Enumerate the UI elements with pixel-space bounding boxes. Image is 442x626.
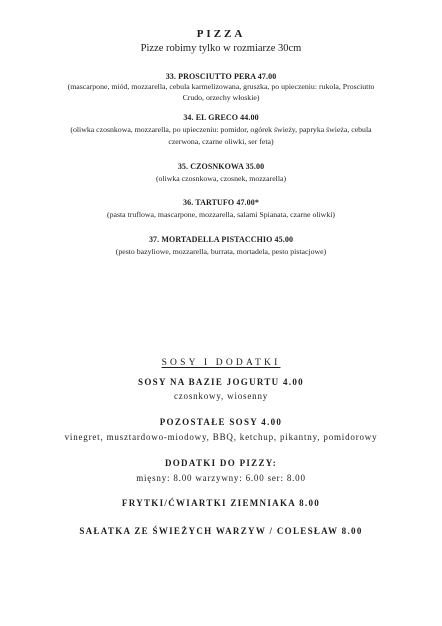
menu-item-33-desc: (mascarpone, miód, mozzarella, cebula karmelizowana, gruszka, po upieczeniu: rukola, Prosciutto <box>67 82 375 91</box>
yogurt-sauces-list: czosnkowy, wiosenny <box>173 391 269 401</box>
pizza-addons-list: mięsny: 8.00 warzywny: 6.00 ser: 8.00 <box>136 473 306 483</box>
menu-item-33-name: 33. PROSCIUTTO PERA 47.00 <box>165 72 277 81</box>
other-sauces-heading: POZOSTAŁE SOSY 4.00 <box>159 417 283 427</box>
menu-item-35-desc: (oliwka czosnkowa, czosnek, mozzarella) <box>155 174 287 183</box>
sauces-section-title: SOSY I DODATKI <box>161 358 281 368</box>
yogurt-sauces-heading: SOSY NA BAZIE JOGURTU 4.00 <box>138 377 304 387</box>
menu-item-35-name: 35. CZOSNKOWA 35.00 <box>177 162 265 171</box>
menu-item-37-name: 37. MORTADELLA PISTACCHIO 45.00 <box>148 235 294 244</box>
menu-item-34-desc-cont: czerwona, czarne oliwki, ser feta) <box>168 137 274 146</box>
other-sauces-list: vinegret, musztardowo-miodowy, BBQ, ketchup, pikantny, pomidorowy <box>64 432 378 442</box>
menu-item-37-desc: (pesto bazyliowe, mozzarella, burrata, mortadela, pesto pistacjowe) <box>115 247 327 256</box>
menu-item-34-name: 34. EL GRECO 44.00 <box>183 113 259 122</box>
menu-item-36-name: 36. TARTUFO 47.00* <box>183 198 259 207</box>
pizza-addons-heading: DODATKI DO PIZZY: <box>164 458 278 468</box>
fries-item: FRYTKI/ĆWIARTKI ZIEMNIAKA 8.00 <box>121 498 321 508</box>
menu-item-34-desc: (oliwka czosnkowa, mozzarella, po upieczeniu: pomidor, ogórek świeży, papryka świeża, cebula <box>70 125 372 134</box>
salad-item: SAŁATKA ZE ŚWIEŻYCH WARZYW / COLESŁAW 8.00 <box>79 526 363 536</box>
pizza-title: PIZZA <box>196 28 246 40</box>
menu-item-36-desc: (pasta truflowa, mascarpone, mozzarella, salami Spianata, czarne oliwki) <box>107 210 335 219</box>
pizza-subtitle: Pizze robimy tylko w rozmiarze 30cm <box>140 43 302 54</box>
menu-item-33-desc-cont: Crudo, orzechy włoskie) <box>182 93 260 102</box>
